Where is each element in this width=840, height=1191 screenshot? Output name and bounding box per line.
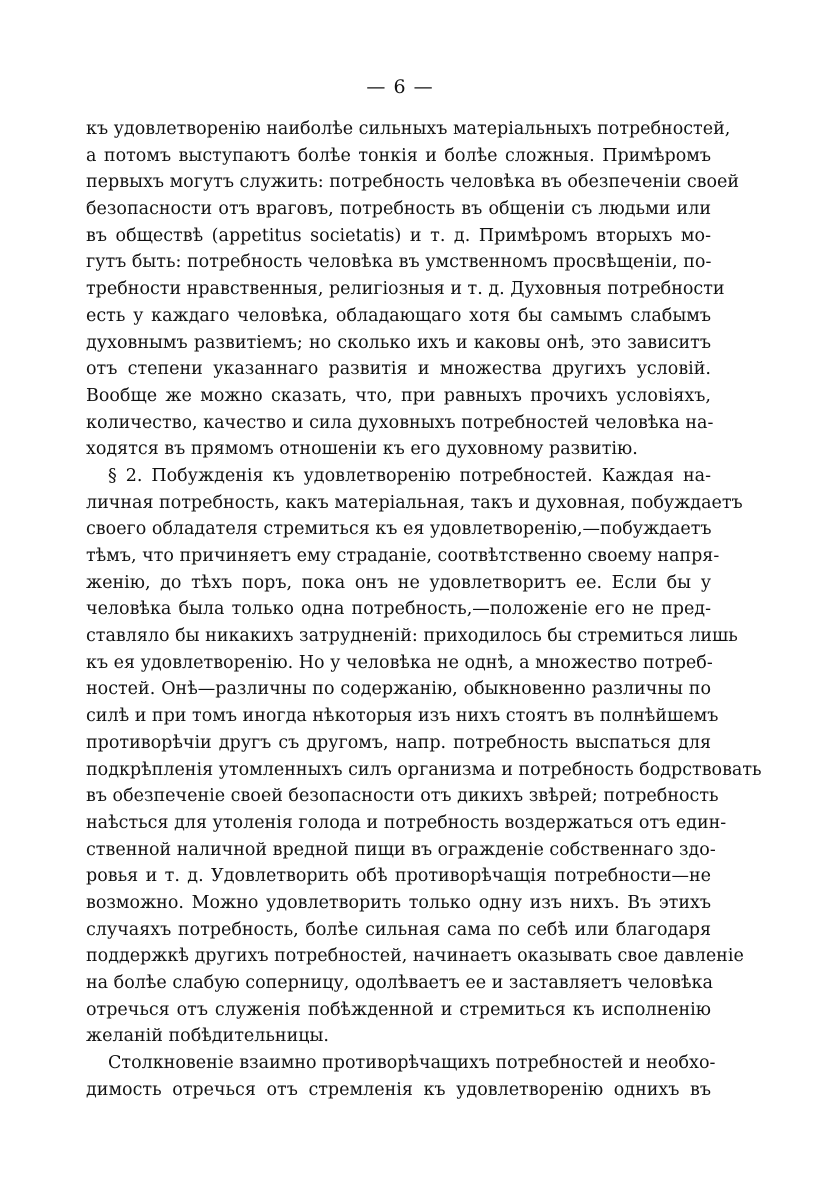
text-line: гутъ быть: потребность человѣка въ умственномъ просвѣщеніи, по- <box>86 252 712 273</box>
text-line: требности нравственныя, религіозныя и т. д. Духовныя потребности <box>86 279 725 300</box>
text-line: человѣка была только одна потребность,—положеніе его не пред- <box>86 599 711 620</box>
text-line: своего обладателя стремиться къ ея удовлетворенію,—побуждаетъ <box>86 519 712 540</box>
text-line: есть у каждаго человѣка, обладающаго хотя бы самымъ слабымъ <box>86 305 711 326</box>
text-line: къ удовлетворенію наиболѣе сильныхъ матеріальныхъ потребностей, <box>86 119 731 139</box>
text-line: въ обезпеченіе своей безопасности отъ дикихъ звѣрей; потребность <box>86 786 719 807</box>
text-line: ставляло бы никакихъ затрудненій: приходилось бы стремиться лишь <box>86 626 738 647</box>
body-text <box>86 116 762 1103</box>
text-line: ровья и т. д. Удовлетворить обѣ противорѣчащія потребности—не <box>86 866 711 887</box>
text-line: женію, до тѣхъ поръ, пока онъ не удовлетворитъ ее. Если бы у <box>86 572 711 593</box>
text-line: наѣсться для утоленія голода и потребность воздержаться отъ един- <box>86 812 727 833</box>
text-line: возможно. Можно удовлетворить только одну изъ нихъ. Въ этихъ <box>86 892 711 913</box>
text-line: личная потребность, какъ матеріальная, такъ и духовная, побуждаетъ <box>86 492 743 513</box>
text-line: безопасности отъ враговъ, потребность въ общеніи съ людьми или <box>86 199 711 220</box>
page-number: — 6 — <box>366 76 434 98</box>
text-line: противорѣчіи другъ съ другомъ, напр. потребность выспаться для <box>86 732 711 753</box>
text-line: тѣмъ, что причиняетъ ему страданіе, соотвѣтственно своему напря- <box>86 546 720 566</box>
text-line: ходятся въ прямомъ отношеніи къ его духовному развитію. <box>86 439 638 460</box>
paragraph-3 <box>86 1050 716 1103</box>
text-line: подкрѣпленія утомленныхъ силъ организма и потребность бодрствовать <box>86 759 762 780</box>
text-line: духовнымъ развитіемъ; но сколько ихъ и каковы онѣ, это зависитъ <box>86 332 711 353</box>
text-line: Вообще же можно сказать, что, при равныхъ прочихъ условіяхъ, <box>86 385 711 406</box>
text-line: ностей. Онѣ—различны по содержанію, обыкновенно различны по <box>86 679 711 700</box>
text-line: отъ степени указаннаго развитія и множества другихъ условій. <box>86 359 711 380</box>
section-heading-line: § 2. Побужденія къ удовлетворенію потребностей. Каждая на- <box>108 465 711 486</box>
text-line: поддержкѣ другихъ потребностей, начинаетъ оказывать свое давленіе <box>86 946 744 967</box>
text-line: силѣ и при томъ иногда нѣкоторыя изъ нихъ стоятъ въ полнѣйшемъ <box>86 706 719 727</box>
text-line: димость отречься отъ стремленія къ удовлетворенію однихъ въ <box>86 1079 711 1100</box>
text-line: желаній побѣдительницы. <box>86 1026 329 1047</box>
text-line: а потомъ выступаютъ болѣе тонкія и болѣе сложныя. Примѣромъ <box>86 145 711 166</box>
text-line: Столкновеніе взаимно противорѣчащихъ потребностей и необхо- <box>108 1053 716 1074</box>
text-line: на болѣе слабую соперницу, одолѣваетъ ее и заставляетъ человѣка <box>86 973 713 993</box>
text-line: къ ея удовлетворенію. Но у человѣка не однѣ, а множество потреб- <box>86 652 713 673</box>
paragraph-2 <box>86 463 762 1050</box>
text-line: первыхъ могутъ служить: потребность человѣка въ обезпеченіи своей <box>86 172 740 193</box>
text-line: въ обществѣ (appetitus societatis) и т. д. Примѣромъ вторыхъ мо- <box>86 225 711 246</box>
paragraph-1 <box>86 116 740 463</box>
text-line: ственной наличной вредной пищи въ огражденіе собственнаго здо- <box>86 839 716 860</box>
text-line: отречься отъ служенія побѣжденной и стремиться къ исполненію <box>86 999 711 1020</box>
text-line: количество, качество и сила духовныхъ потребностей человѣка на- <box>86 412 714 433</box>
text-line: случаяхъ потребность, болѣе сильная сама по себѣ или благодаря <box>86 919 711 940</box>
